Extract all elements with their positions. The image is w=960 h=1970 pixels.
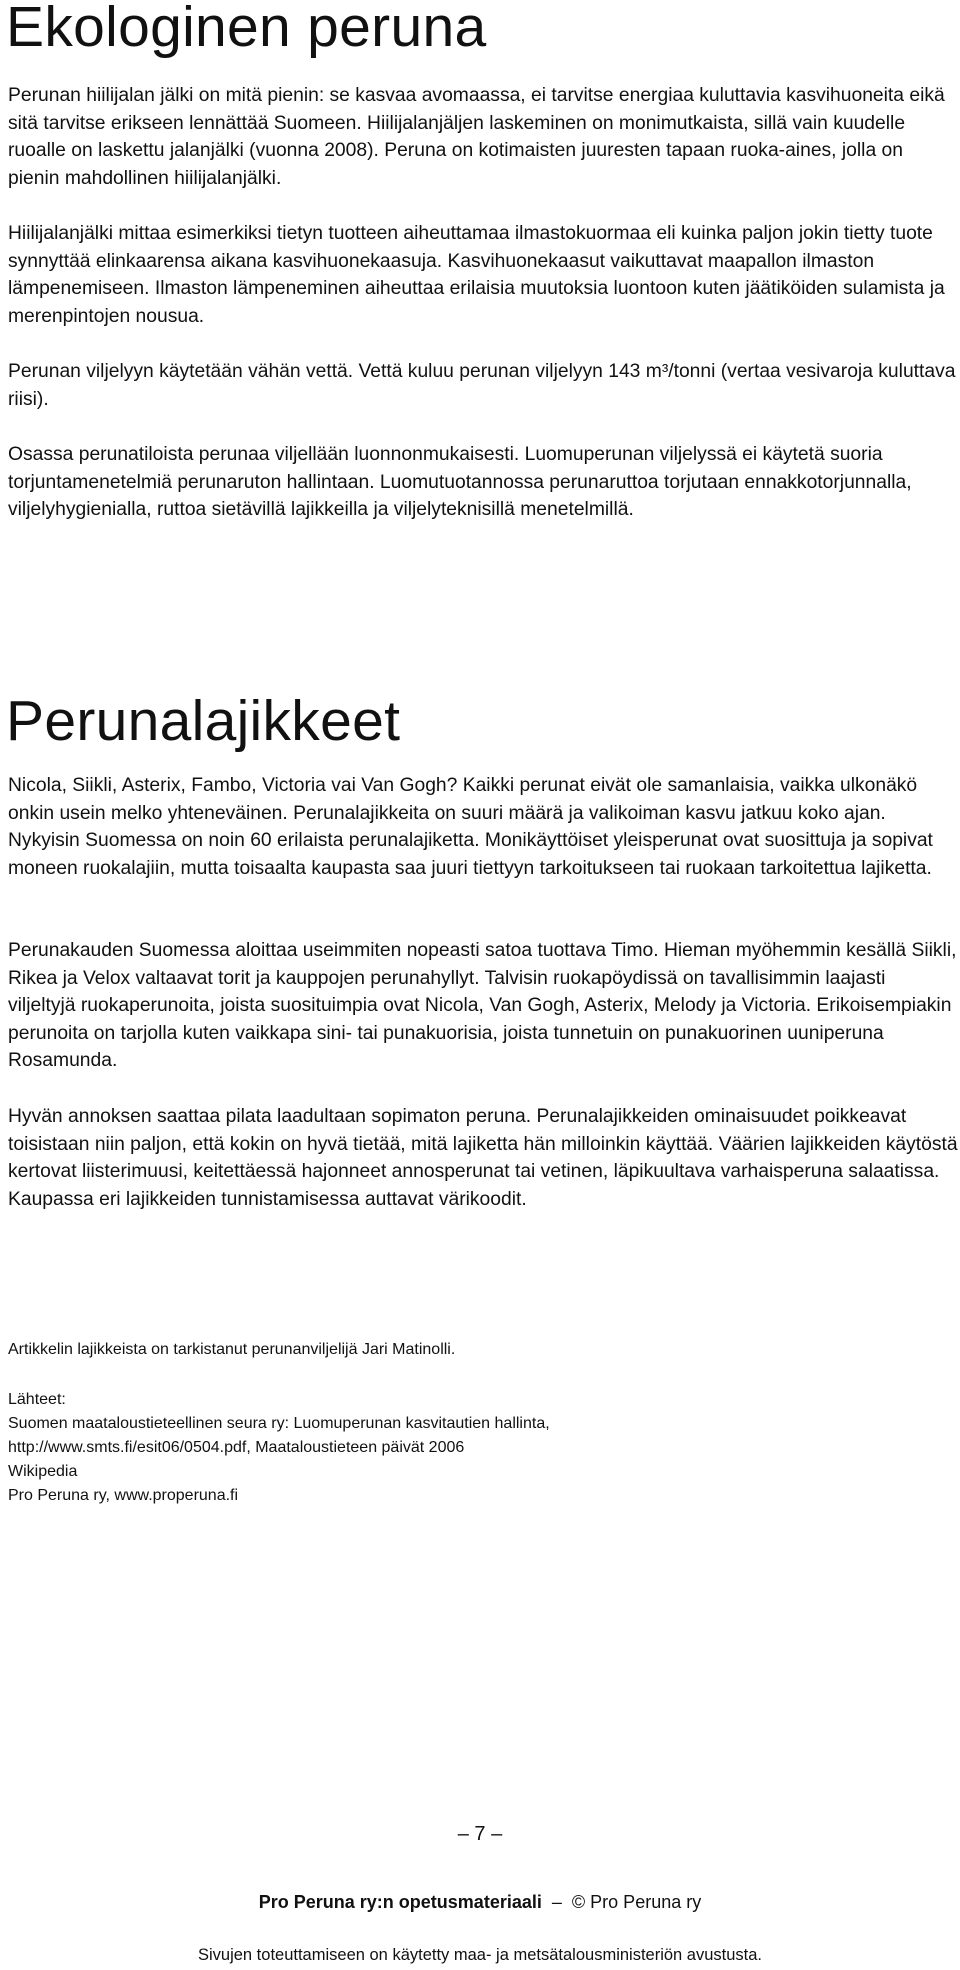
- footer-support-note: Sivujen toteuttamiseen on käytetty maa- ja metsätalousministeriön avustusta.: [197, 1946, 763, 1964]
- paragraph: Hyvän annoksen saattaa pilata laadultaan sopimaton peruna. Perunalajikkeiden ominaisuudet poikkeavat toisistaan niin paljon, että kokin on hyvä tietää, mitä lajiketta hän milloinkin käyttää. Väärien lajikkeiden käytöstä kertovat liisterimuusi, keitettäessä hajonneet annosperunat tai vetinen, läpikuultava varhaisperuna salaatissa. Kaupassa eri lajikkeiden tunnistamisessa auttavat värikoodit.: [8, 1106, 958, 1210]
- section-title-ekologinen-peruna: Ekologinen peruna: [6, 0, 487, 59]
- footer-dash: –: [551, 1892, 562, 1912]
- paragraph: Hiilijalanjälki mittaa esimerkiksi tietyn tuotteen aiheuttamaa ilmastokuormaa eli kuinka paljon jokin tietty tuote synnyttää elinkaarensa aikana kasvihuonekaasuja. Kasvihuonekaasut vaikuttavat maapallon ilmaston lämpenemiseen. Ilmaston lämpeneminen aiheuttaa erilaisia muutoksia luontoon kuten jäätiköiden sulamista ja merenpintojen nousua.: [8, 223, 945, 327]
- footer-copyright: © Pro Peruna ry: [571, 1892, 702, 1912]
- source-line: Suomen maataloustieteellinen seura ry: Luomuperunan kasvitautien hallinta,: [8, 1415, 550, 1432]
- source-line: http://www.smts.fi/esit06/0504.pdf, Maataloustieteen päivät 2006: [8, 1439, 465, 1456]
- source-line: Pro Peruna ry, www.properuna.fi: [8, 1487, 239, 1504]
- paragraph: Perunan hiilijalan jälki on mitä pienin: se kasvaa avomaassa, ei tarvitse energiaa kuluttavia kasvihuoneita eikä sitä tarvitse erikseen lennättää Suomeen. Hiilijalanjäljen laskeminen on monimutkaista, sillä vain kuudelle ruoalle on laskettu jalanjälki (vuonna 2008). Peruna on kotimaisten juuresten tapaan ruoka-aines, jolla on pienin mahdollinen hiilijalanjälki.: [8, 85, 945, 189]
- footer-material-line: [0, 1890, 960, 1914]
- paragraph: Perunan viljelyyn käytetään vähän vettä. Vettä kuluu perunan viljelyyn 143 m³/tonni (vertaa vesivaroja kuluttava riisi).: [8, 361, 956, 410]
- sources-heading: Lähteet:: [8, 1391, 66, 1408]
- footer-material: Pro Peruna ry:n opetusmateriaali: [258, 1892, 542, 1912]
- article-credit: Artikkelin lajikkeista on tarkistanut perunanviljelijä Jari Matinolli.: [8, 1341, 456, 1358]
- paragraph: Osassa perunatiloista perunaa viljellään luonnonmukaisesti. Luomuperunan viljelyssä ei käytetä suoria torjuntamenetelmiä perunaruton hallintaan. Luomutuotannossa perunaruttoa torjutaan ennakkotorjunnalla, viljelyhygienialla, ruttoa sietävillä lajikkeilla ja viljelyteknisillä menetelmillä.: [8, 444, 912, 520]
- paragraph: Nicola, Siikli, Asterix, Fambo, Victoria vai Van Gogh? Kaikki perunat eivät ole samanlaisia, vaikka ulkonäkö onkin usein melko yhteneväinen. Perunalajikkeita on suuri määrä ja valikoiman kasvu jatkuu koko ajan. Nykyisin Suomessa on noin 60 erilaista perunalajiketta. Monikäyttöiset yleisperunat ovat suosittuja ja sopivat moneen ruokalajiin, mutta toisaalta kaupasta saa juuri tiettyyn tarkoitukseen tai ruokaan tarkoitettua lajiketta.: [8, 775, 933, 879]
- paragraph: Perunakauden Suomessa aloittaa useimmiten nopeasti satoa tuottava Timo. Hieman myöhemmin kesällä Siikli, Rikea ja Velox valtaavat torit ja kauppojen perunahyllyt. Talvisin ruokapöydissä on tavallisimmin laajasti viljeltyjä ruokaperunoita, joista suosituimpia ovat Nicola, Van Gogh, Asterix, Melody ja Victoria. Erikoisempiakin perunoita on tarjolla kuten vaikkapa sini- tai punakuorisia, joista tunnetuin on punakuorinen uuniperuna Rosamunda.: [8, 940, 957, 1071]
- source-line: Wikipedia: [8, 1463, 78, 1480]
- page-number: – 7 –: [457, 1823, 503, 1845]
- section-title-perunalajikkeet: Perunalajikkeet: [6, 689, 401, 753]
- sources-list: [8, 1388, 948, 1508]
